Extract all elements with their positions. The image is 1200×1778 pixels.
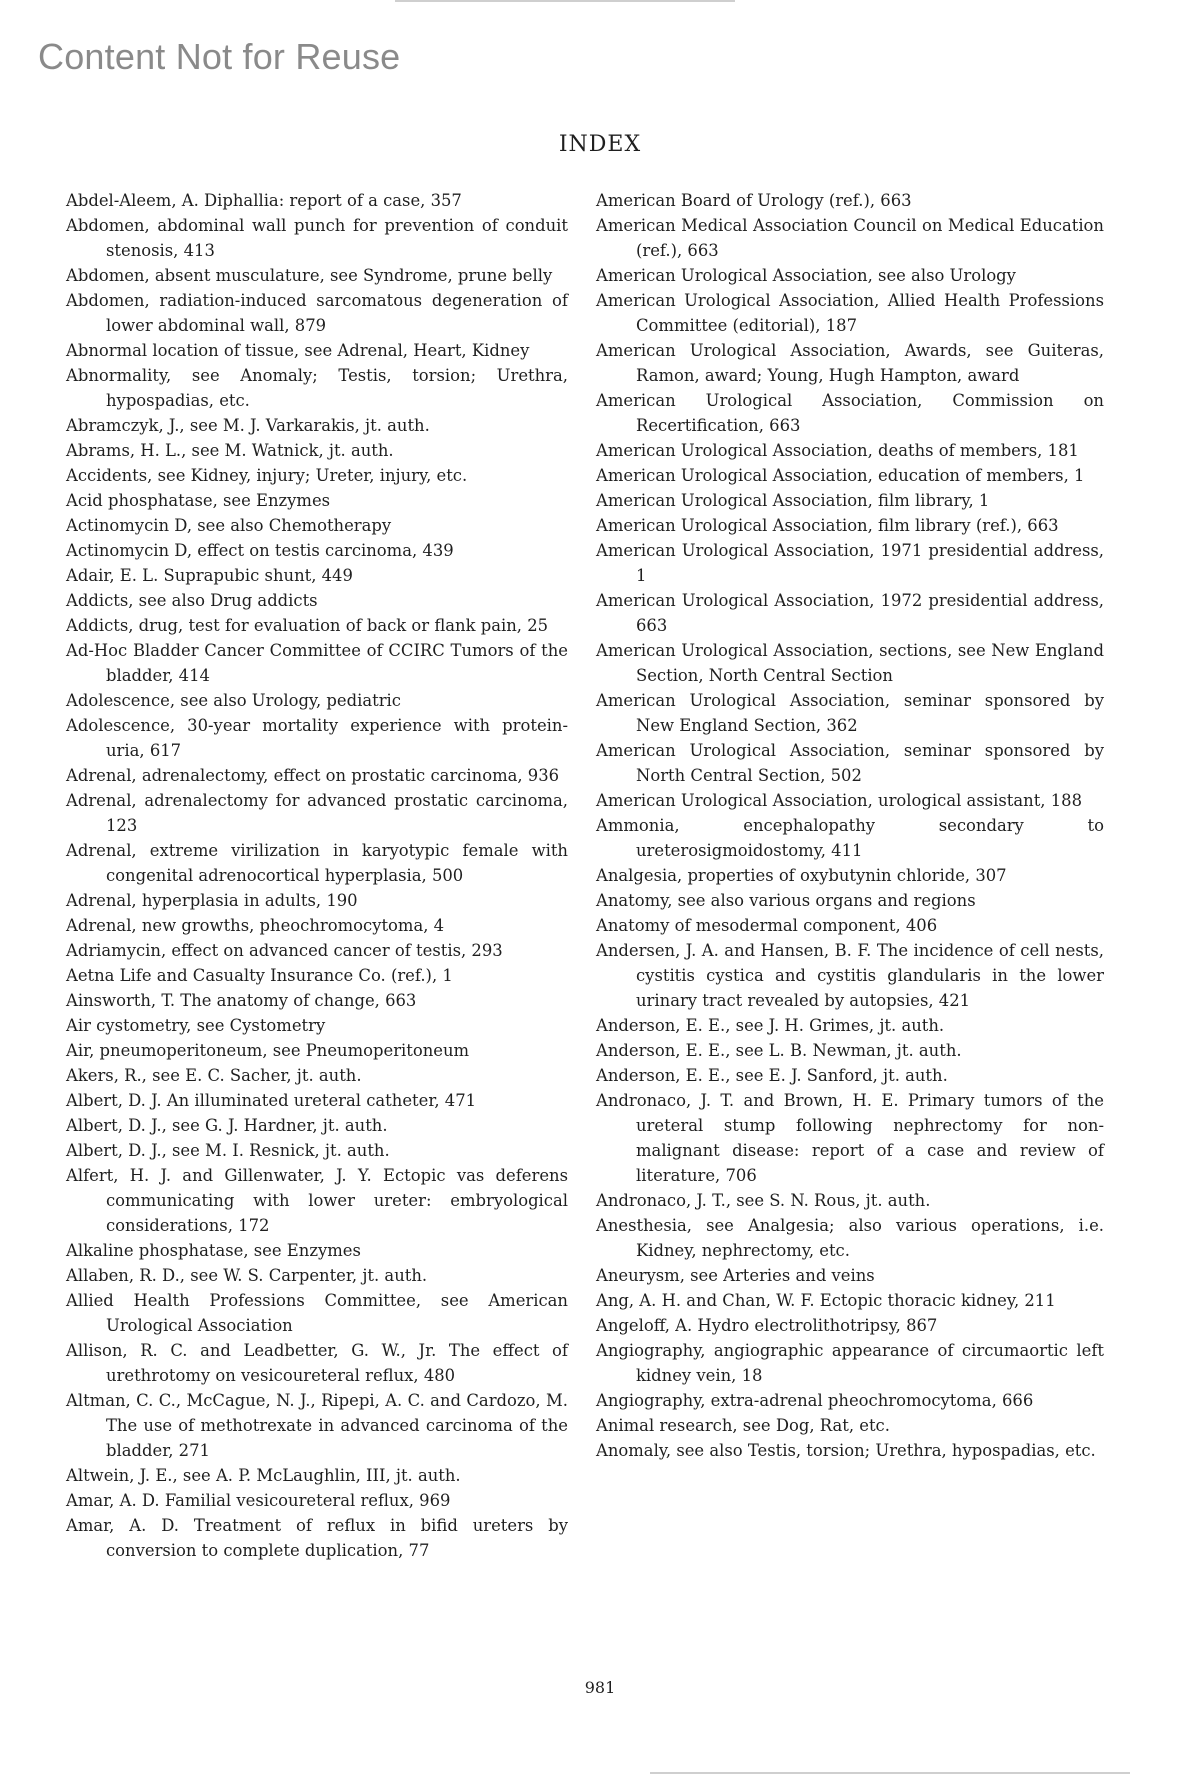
index-entry: Andronaco, J. T. and Brown, H. E. Primary tumors of the ureteral stump following nephrectomy for non-malignant disease: report of a case and review of literature, 706: [596, 1091, 1104, 1185]
index-entry: Anomaly, see also Testis, torsion; Urethra, hypospadias, etc.: [596, 1441, 1096, 1460]
index-entry: Animal research, see Dog, Rat, etc.: [596, 1416, 890, 1435]
index-entry: Alfert, H. J. and Gillenwater, J. Y. Ectopic vas deferens communicating with lower ureter: embryological considerations, 172: [66, 1166, 568, 1235]
scan-edge-mark-bottom: [650, 1772, 1130, 1774]
index-entry: Anesthesia, see Analgesia; also various operations, i.e. Kidney, nephrectomy, etc.: [596, 1216, 1104, 1260]
index-entry: Andersen, J. A. and Hansen, B. F. The incidence of cell nests, cystitis cystica and cystitis glandularis in the lower urinary tract revealed by autopsies, 421: [596, 941, 1104, 1010]
index-entry: Altman, C. C., McCague, N. J., Ripepi, A. C. and Cardozo, M. The use of methotrexate in advanced carcinoma of the bladder, 271: [66, 1391, 568, 1460]
index-entry: Adolescence, 30-year mortality experience with protein-uria, 617: [66, 716, 568, 760]
index-entry: Aetna Life and Casualty Insurance Co. (ref.), 1: [66, 966, 453, 985]
index-entry: American Urological Association, seminar sponsored by New England Section, 362: [596, 691, 1104, 735]
index-entry: Anatomy, see also various organs and regions: [596, 891, 976, 910]
index-entry: Allied Health Professions Committee, see American Urological Association: [66, 1291, 568, 1335]
index-entry: Abdomen, radiation-induced sarcomatous degeneration of lower abdominal wall, 879: [66, 291, 568, 335]
index-entry: Abdomen, absent musculature, see Syndrome, prune belly: [66, 266, 553, 285]
index-entry: American Urological Association, urological assistant, 188: [596, 791, 1082, 810]
index-entry: Adrenal, new growths, pheochromocytoma, 4: [66, 916, 445, 935]
index-entry: Abnormality, see Anomaly; Testis, torsion; Urethra, hypospadias, etc.: [66, 366, 568, 410]
index-entry: Adair, E. L. Suprapubic shunt, 449: [66, 566, 353, 585]
index-entry: American Urological Association, deaths of members, 181: [596, 441, 1079, 460]
index-entry: Adrenal, adrenalectomy, effect on prostatic carcinoma, 936: [66, 766, 560, 785]
scan-edge-mark-top: [395, 0, 735, 2]
right-index-column: [596, 188, 1104, 1463]
index-entry: Albert, D. J., see G. J. Hardner, jt. auth.: [66, 1116, 388, 1135]
index-entry: American Urological Association, film library, 1: [596, 491, 990, 510]
index-entry: Aneurysm, see Arteries and veins: [596, 1266, 875, 1285]
index-entry: American Medical Association Council on Medical Education (ref.), 663: [596, 216, 1104, 260]
watermark: Content Not for Reuse: [38, 36, 401, 77]
page-title: INDEX: [558, 132, 642, 157]
index-entry: Ainsworth, T. The anatomy of change, 663: [66, 991, 417, 1010]
index-entry: Air, pneumoperitoneum, see Pneumoperitoneum: [66, 1041, 470, 1060]
index-entry: Abrams, H. L., see M. Watnick, jt. auth.: [66, 441, 394, 460]
index-entry: Andronaco, J. T., see S. N. Rous, jt. auth.: [596, 1191, 931, 1210]
index-entry: American Urological Association, 1971 presidential address, 1: [596, 541, 1104, 585]
index-entry: Ammonia, encephalopathy secondary to ureterosigmoidostomy, 411: [596, 816, 1104, 860]
index-entry: American Urological Association, 1972 presidential address, 663: [596, 591, 1104, 635]
index-entry: Albert, D. J. An illuminated ureteral catheter, 471: [66, 1091, 477, 1110]
index-entry: Analgesia, properties of oxybutynin chloride, 307: [596, 866, 1007, 885]
index-entry: Anatomy of mesodermal component, 406: [596, 916, 938, 935]
index-entry: Abdomen, abdominal wall punch for prevention of conduit stenosis, 413: [66, 216, 568, 260]
index-entry: Angiography, angiographic appearance of circumaortic left kidney vein, 18: [596, 1341, 1104, 1385]
index-entry: Accidents, see Kidney, injury; Ureter, injury, etc.: [66, 466, 468, 485]
index-entry: Acid phosphatase, see Enzymes: [66, 491, 331, 510]
index-entry: Akers, R., see E. C. Sacher, jt. auth.: [66, 1066, 362, 1085]
index-entry: American Urological Association, see also Urology: [596, 266, 1016, 285]
index-entry: Adriamycin, effect on advanced cancer of testis, 293: [66, 941, 503, 960]
index-entry: Amar, A. D. Familial vesicoureteral reflux, 969: [66, 1491, 451, 1510]
index-entry: American Urological Association, Awards, see Guiteras, Ramon, award; Young, Hugh Hampton, award: [596, 341, 1104, 385]
index-entry: Amar, A. D. Treatment of reflux in bifid ureters by conversion to complete duplication, 77: [66, 1516, 568, 1560]
index-entry: American Urological Association, film library (ref.), 663: [596, 516, 1059, 535]
index-entry: Angeloff, A. Hydro electrolithotripsy, 867: [596, 1316, 938, 1335]
index-entry: American Urological Association, Commission on Recertification, 663: [596, 391, 1104, 435]
index-entry: Ang, A. H. and Chan, W. F. Ectopic thoracic kidney, 211: [596, 1291, 1056, 1310]
index-entry: American Board of Urology (ref.), 663: [596, 191, 912, 210]
page-number: 981: [584, 1678, 616, 1697]
index-entry: Addicts, drug, test for evaluation of back or flank pain, 25: [66, 616, 549, 635]
index-entry: Actinomycin D, see also Chemotherapy: [66, 516, 392, 535]
index-entry: Actinomycin D, effect on testis carcinoma, 439: [66, 541, 454, 560]
index-entry: Anderson, E. E., see J. H. Grimes, jt. auth.: [596, 1016, 945, 1035]
left-index-column: [66, 188, 568, 1563]
index-entry: Altwein, J. E., see A. P. McLaughlin, III, jt. auth.: [66, 1466, 461, 1485]
index-entry: American Urological Association, sections, see New England Section, North Central Section: [596, 641, 1104, 685]
index-entry: Air cystometry, see Cystometry: [66, 1016, 326, 1035]
index-entry: Albert, D. J., see M. I. Resnick, jt. auth.: [66, 1141, 390, 1160]
index-entry: Anderson, E. E., see L. B. Newman, jt. auth.: [596, 1041, 962, 1060]
index-entry: Abramczyk, J., see M. J. Varkarakis, jt. auth.: [66, 416, 430, 435]
index-entry: Addicts, see also Drug addicts: [66, 591, 318, 610]
index-entry: American Urological Association, seminar sponsored by North Central Section, 502: [596, 741, 1104, 785]
index-entry: Abnormal location of tissue, see Adrenal, Heart, Kidney: [66, 341, 530, 360]
index-entry: Adrenal, adrenalectomy for advanced prostatic carcinoma, 123: [66, 791, 568, 835]
index-entry: Angiography, extra-adrenal pheochromocytoma, 666: [596, 1391, 1034, 1410]
index-entry: Anderson, E. E., see E. J. Sanford, jt. auth.: [596, 1066, 948, 1085]
index-entry: Adrenal, extreme virilization in karyotypic female with congenital adrenocortical hyperplasia, 500: [66, 841, 568, 885]
index-entry: Allison, R. C. and Leadbetter, G. W., Jr. The effect of urethrotomy on vesicoureteral reflux, 480: [66, 1341, 568, 1385]
index-entry: American Urological Association, education of members, 1: [596, 466, 1085, 485]
index-entry: Adrenal, hyperplasia in adults, 190: [66, 891, 358, 910]
index-entry: Allaben, R. D., see W. S. Carpenter, jt. auth.: [66, 1266, 428, 1285]
index-entry: American Urological Association, Allied Health Professions Committee (editorial), 187: [596, 291, 1104, 335]
index-entry: Alkaline phosphatase, see Enzymes: [66, 1241, 361, 1260]
index-entry: Adolescence, see also Urology, pediatric: [66, 691, 401, 710]
index-entry: Ad-Hoc Bladder Cancer Committee of CCIRC Tumors of the bladder, 414: [66, 641, 568, 685]
index-entry: Abdel-Aleem, A. Diphallia: report of a case, 357: [66, 191, 462, 210]
